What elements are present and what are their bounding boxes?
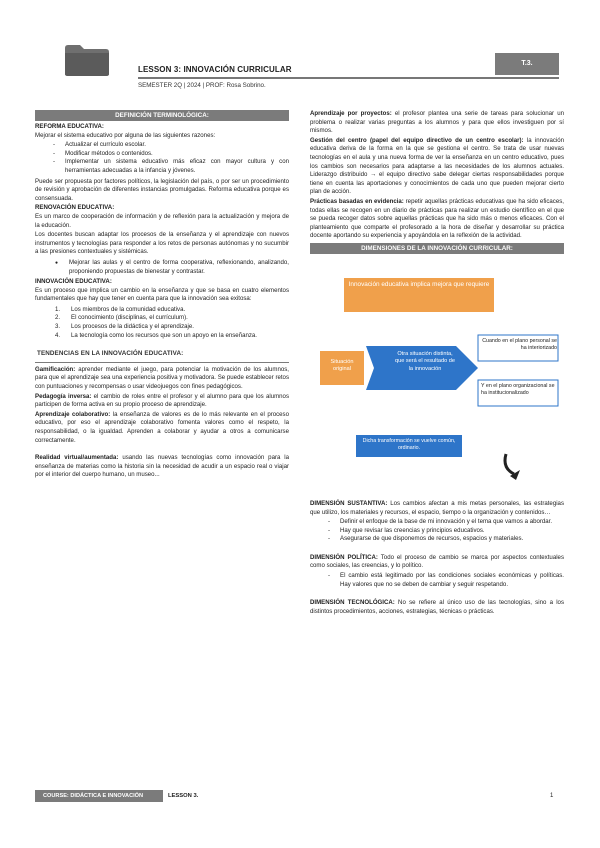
right-column	[310, 110, 564, 617]
semester-meta: SEMESTER 2Q | 2024 | PROF: Rosa Sobrino.	[138, 82, 266, 89]
reforma-intro: Mejorar el sistema educativo por alguna de las siguientes razones:	[35, 131, 216, 139]
list-item: 2. El conocimiento (disciplinas, el currículum).	[55, 314, 188, 322]
list-item: - El cambio está legitimado por las condiciones sociales económicas y políticas. Hay valores que no se deben de cambiar y seguir respetando.	[310, 572, 564, 589]
realidad-virtual-paragraph: Realidad virtual/aumentada: usando las nuevas tecnologías como innovación para la enseñanza de materias como la historia sin la necesidad de acudir a un espacio real o viajar por el interior del cuerpo humano, un museo...	[35, 454, 289, 479]
gestion-paragraph: Gestión del centro (papel del equipo directivo de un centro escolar): la innovación educativa deriva de la forma en la que se gestiona el centro. Se trata de usar nuevas tecnologías en el aula y una nueva forma de ver la enseñanza en un centro educativo, pues los cambios son necesarios para adaptarse a las necesidades de los alumnos actuales. Liderazgo distribuido → el equipo directivo sabe delegar ciertas responsabilidades porque tiene en cuenta las aportaciones y conocimientos de cada uno que pueden mejorar cierto plan de acción.	[310, 136, 565, 196]
renovacion-paragraph-2: Los docentes buscan adaptar los procesos de la enseñanza y el aprendizaje con nuevos instrumentos y tecnologías para responder a los retos de personas autónomas y no sucumbir a las presiones contextuales y sistémicas.	[35, 231, 289, 256]
practicas-paragraph: Prácticas basadas en evidencia: repetir aquellas prácticas educativas que ha sido eficaces, todas ellas se recogen en un diario de prácticas para realizar un estudio científico en el que se pueda recoger datos sobre aquellas prácticas que ha sido más o menos eficaces. Con el planteamiento que comparte el profesorado a la hora de diseñar y desarrollar su práctica docente aportando su experiencia y apoyándola en la reflexión de la actividad.	[310, 197, 564, 240]
diagram-center-text: Otra situación distinta, que será el resultado de la innovación	[394, 350, 456, 372]
list-item: - Definir el enfoque de la base de mi innovación y el tema que vamos a abordar.	[310, 518, 564, 527]
section-tendencias-title: TENDENCIAS EN LA INNOVACIÓN EDUCATIVA:	[37, 350, 184, 358]
sustantiva-list	[310, 518, 564, 544]
proyectos-paragraph: Aprendizaje por proyectos: el profesor plantea una serie de tareas para solucionar un problema o realizar varias preguntas a los alumnos y para que ellos investiguen por sí mismos.	[310, 110, 564, 135]
aprendizaje-colaborativo-paragraph: Aprendizaje colaborativo: la enseñanza de valores es de lo más relevante en el proceso educativo, por eso el aprendizaje colaborativo fomenta valores como el respeto, la responsabilidad, o la igualdad. Aprenden a colaborar y ayudar a otros a comunicarse correctamente.	[35, 410, 289, 444]
reforma-title: REFORMA EDUCATIVA:	[35, 123, 104, 130]
list-item: 4. La tecnología como los recursos que son un apoyo en la enseñanza.	[55, 331, 257, 339]
list-item: 1. Los miembros de la comunidad educativa.	[55, 305, 186, 313]
lesson-tag: T.3.	[495, 53, 559, 75]
list-item: 3. Los procesos de la didáctica y el aprendizaje.	[55, 323, 194, 331]
gamificacion-paragraph: Gamificación: aprender mediante el juego, para potenciar la motivación de los alumnos, para que el aprendizaje sea una experiencia positiva y motivadora. Se puede establecer retos con puntuaciones y recompensas o usar videojuegos con fines pedagógicos.	[35, 365, 289, 391]
diagram-box-top-text: Cuando en el plano personal se ha interiorizado	[482, 337, 557, 351]
innovation-diagram	[310, 258, 564, 494]
innovacion-paragraph: Es un proceso que implica un cambio en la enseñanza y que se basa en cuatro elementos fundamentales que hay que tener en cuenta para que la innovación sea exitosa:	[35, 286, 289, 303]
reforma-paragraph: Puede ser propuesta por factores políticos, la legislación del país, o por ser un procedimiento de revisión y aprobación de diferentes instancias promulgadas. Reforma educativa porque es consensuada.	[35, 177, 289, 202]
pedagogia-inversa-paragraph: Pedagogía inversa: el cambio de roles entre el profesor y el alumno para que los alumnos participen de forma activa en su propio proceso de aprendizaje.	[35, 392, 289, 409]
footer-lesson: LESSON 3.	[168, 793, 199, 799]
list-item: - Asegurarse de que disponemos de recursos, espacios y materiales.	[310, 535, 564, 544]
renovacion-paragraph-1: Es un marco de cooperación de información y de reflexión para la actualización y mejora de la educación.	[35, 212, 289, 229]
list-item: - Hay que revisar las creencias y principios educativos.	[310, 527, 564, 536]
section-definicion-title: DEFINICIÓN TERMINOLÓGICA:	[35, 110, 289, 121]
dimension-politica-paragraph: DIMENSIÓN POLÍTICA: Todo el proceso de cambio se marca por aspectos contextuales como sociales, las creencias, y lo político.	[310, 553, 564, 570]
dimension-tecnologica-paragraph: DIMENSIÓN TECNOLÓGICA: No se refiere al único uso de las tecnologías, sino a los distintos procedimientos, acciones, estrategias, técnicas o prácticas.	[310, 599, 564, 615]
diagram-top-text: Innovación educativa implica mejora que requiere	[348, 280, 490, 288]
renovacion-title: RENOVACIÓN EDUCATIVA:	[35, 204, 115, 212]
folder-icon	[64, 43, 110, 77]
diagram-box-bottom-text: Y en el plano organizacional se ha institucionalizado	[481, 382, 555, 396]
innovacion-title: INNOVACIÓN EDUCATIVA:	[35, 278, 112, 286]
diagram-left-text: Situación original	[330, 358, 354, 373]
left-column	[35, 110, 289, 481]
header-rule	[138, 77, 559, 79]
dimension-sustantiva-paragraph: DIMENSIÓN SUSTANTIVA: Los cambios afectan a mis metas personales, las estrategias que utilizo, los materiales y recursos, el espacio, tiempo o la organización y contenidos…	[310, 499, 564, 516]
list-item: - Implementar un sistema educativo más eficaz con mayor cultura y con herramientas adecuadas a la infancia y jóvenes.	[35, 158, 289, 175]
diagram-shapes	[310, 258, 564, 494]
footer-course: COURSE: DIDÁCTICA E INNOVACIÓN	[35, 790, 163, 802]
page-number: 1	[550, 793, 554, 799]
list-item: - Modificar métodos o contenidos.	[35, 150, 289, 159]
renovacion-list	[35, 259, 289, 276]
politica-list	[310, 572, 564, 589]
diagram-bottom-text: Dicha transformación se vuelve común, ordinario.	[362, 437, 456, 452]
section-rule	[35, 362, 289, 363]
list-item: - Actualizar el currículo escolar.	[35, 141, 289, 150]
list-item: ● Mejorar las aulas y el centro de forma cooperativa, reflexionando, analizando, proponiendo propuestas de bienestar y contrastar.	[35, 259, 289, 276]
section-dimensiones-title: DIMENSIONES DE LA INNOVACIÓN CURRICULAR:	[310, 243, 564, 254]
curved-arrow-icon	[505, 454, 514, 474]
lesson-title: LESSON 3: INNOVACIÓN CURRICULAR	[138, 65, 292, 74]
reforma-list	[35, 141, 289, 175]
innovacion-list	[35, 306, 289, 340]
